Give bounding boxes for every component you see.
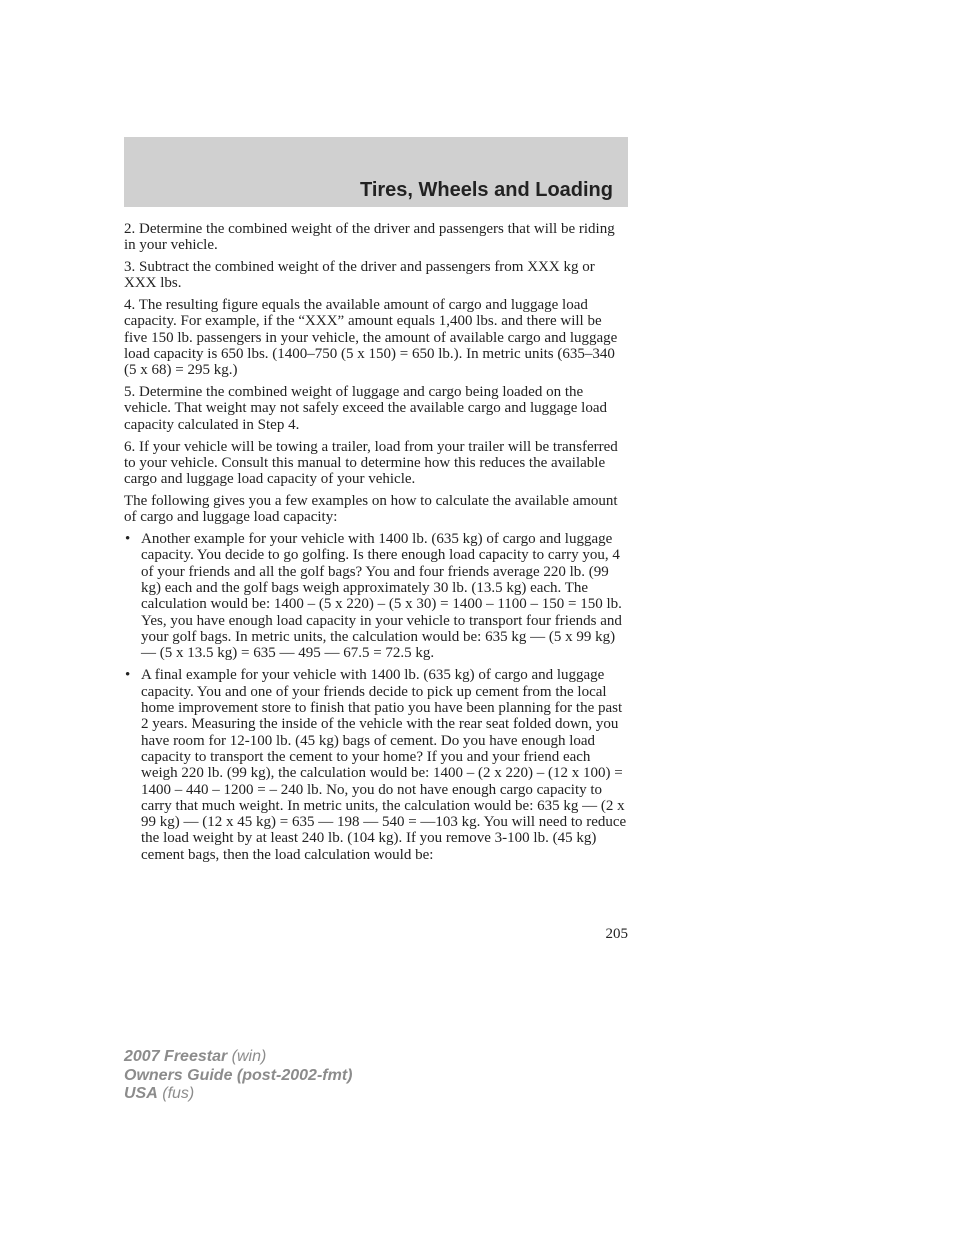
footer-model-code: (win) bbox=[231, 1048, 267, 1065]
footer-line-1 bbox=[124, 1048, 352, 1067]
footer-line-2 bbox=[124, 1067, 352, 1086]
footer-market-code: (fus) bbox=[162, 1085, 195, 1102]
bullet-icon: • bbox=[125, 667, 131, 684]
page-body bbox=[124, 221, 628, 869]
step-5-paragraph: 5. Determine the combined weight of luggage and cargo being loaded on the vehicle. That weight may not safely exceed the available cargo and luggage load capacity calculated in Step 4. bbox=[124, 384, 608, 433]
section-header-band bbox=[124, 137, 628, 207]
step-4-paragraph: 4. The resulting figure equals the available amount of cargo and luggage load capacity. For example, if the “XXX” amount equals 1,400 lbs. and there will be five 150 lb. passengers in your vehicle, the amount of available cargo and luggage load capacity is 650 lbs. (1400–750 (5 x 150) = 650 lb.). In metric units (635–340 (5 x 68) = 295 kg.) bbox=[124, 297, 618, 379]
footer-model: 2007 Freestar bbox=[124, 1048, 228, 1065]
footer-guide: Owners Guide (post-2002-fmt) bbox=[124, 1066, 353, 1084]
examples-intro-paragraph: The following gives you a few examples on how to calculate the available amount of cargo and luggage load capacity: bbox=[124, 492, 618, 526]
list-item bbox=[124, 531, 628, 661]
document-footer bbox=[124, 1048, 352, 1104]
footer-market: USA bbox=[124, 1085, 158, 1102]
step-6-paragraph: 6. If your vehicle will be towing a trailer, load from your trailer will be transferred to your vehicle. Consult this manual to determine how this reduces the available cargo and luggage load capacity of your vehicle. bbox=[124, 438, 618, 488]
page-number: 205 bbox=[605, 926, 628, 942]
examples-list bbox=[124, 531, 628, 863]
list-item bbox=[124, 667, 628, 863]
footer-line-3 bbox=[124, 1085, 352, 1104]
cement-example-text: A final example for your vehicle with 1400 lb. (635 kg) of cargo and luggage capacity. You and one of your friends decide to pick up cement from the local home improvement store to finish that patio you have been planning for the past 2 years. Measuring the inside of the vehicle with the rear seat folded down, you have room for 12-100 lb. (45 kg) bags of cement. Do you have enough load capacity to transport the cement to your home? If you and your friend each weigh 220 lb. (99 kg), the calculation would be: 1400 – (2 x 220) – (12 x 100) = 1400 – 440 – 1200 = – 240 lb. No, you do not have enough cargo capacity to carry that much weight. In metric units, the calculation would be: 635 kg — (2 x 99 kg) — (12 x 45 kg) = 635 — 198 — 540 = —103 kg. You will need to reduce the load weight by at least 240 lb. (104 kg). If you remove 3-100 lb. (45 kg) cement bags, then the load calculation would be: bbox=[141, 667, 627, 863]
golf-example-text: Another example for your vehicle with 1400 lb. (635 kg) of cargo and luggage capacity. You decide to go golfing. Is there enough load capacity to carry you, 4 of your friends and all the golf bags? You and four friends average 220 lb. (99 kg) each and the golf bags weigh approximately 30 lb. (13.5 kg) each. The calculation would be: 1400 – (5 x 220) – (5 x 30) = 1400 – 1100 – 150 = 150 lb. Yes, you have enough load capacity in your vehicle to transport four friends and your golf bags. In metric units, the calculation would be: 635 kg — (5 x 99 kg) — (5 x 13.5 kg) = 635 — 495 — 67.5 = 72.5 kg. bbox=[141, 531, 622, 662]
step-2-paragraph: 2. Determine the combined weight of the driver and passengers that will be riding in your vehicle. bbox=[124, 221, 615, 254]
step-3-paragraph: 3. Subtract the combined weight of the driver and passengers from XXX kg or XXX lbs. bbox=[124, 259, 595, 292]
section-title: Tires, Wheels and Loading bbox=[359, 179, 613, 201]
bullet-icon: • bbox=[125, 531, 131, 548]
